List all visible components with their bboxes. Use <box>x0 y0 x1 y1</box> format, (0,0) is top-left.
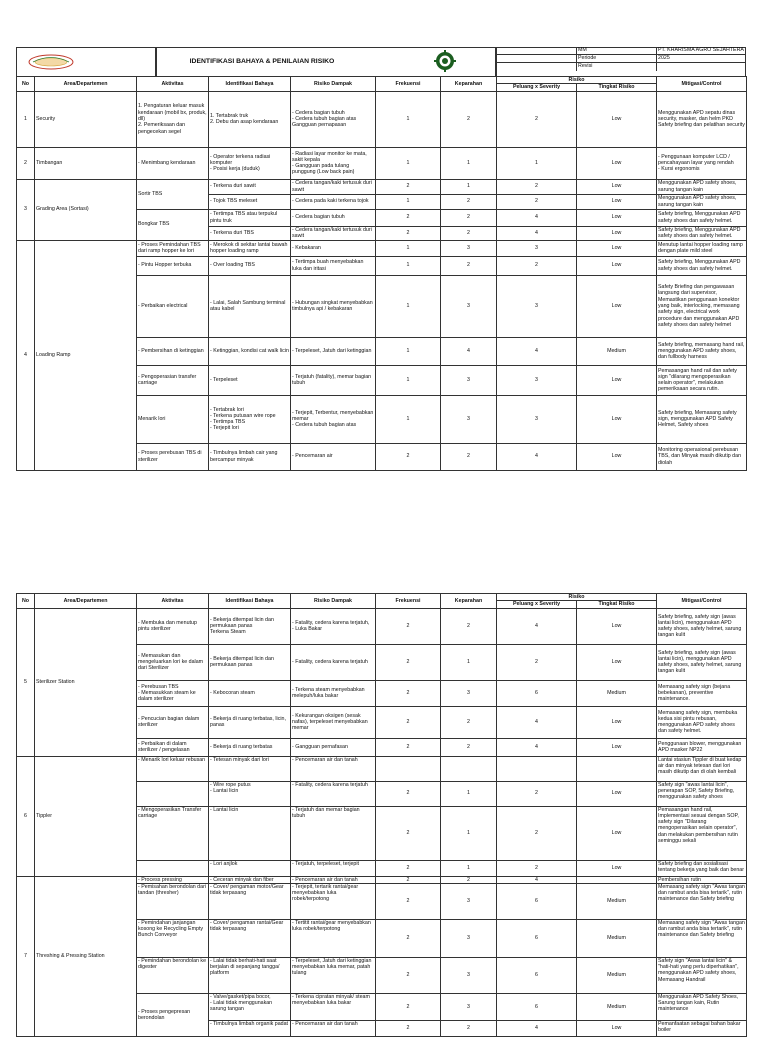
row-keparahan: 3 <box>441 395 497 443</box>
row-tingkat <box>577 876 657 883</box>
row-frekuensi: 1 <box>376 147 441 179</box>
row-tingkat: Low <box>577 209 657 226</box>
row-frekuensi: 2 <box>376 781 441 806</box>
row-aktivitas: - Mengoperasikan Transfer carriage <box>137 806 209 860</box>
meta-row-revisi <box>496 63 746 71</box>
row-peluang: 4 <box>497 226 577 240</box>
row-aktivitas: - Proses pengepresan berondolan <box>137 993 209 1036</box>
row-bahaya: - Over loading TBS <box>209 256 291 275</box>
row-tingkat: Medium <box>577 883 657 919</box>
row-risiko: - Tertitit rantai/gear menyebabkan luka robek/terpotong <box>291 919 376 957</box>
row-keparahan <box>441 756 497 781</box>
meta-row-mm <box>496 47 746 55</box>
row-bahaya: - Ceceran minyak dan fiber <box>209 876 291 883</box>
row-aktivitas: - Perbaikan di dalam sterilizer / pengelasan <box>137 738 209 756</box>
row-bahaya: 1. Tertabrak truk 2. Debu dan asap kendaraan <box>209 91 291 147</box>
row-tingkat: Medium <box>577 993 657 1020</box>
row-area: Grading Area (Sortasi) <box>35 179 137 240</box>
row-tingkat: Low <box>577 240 657 256</box>
row-bahaya: - Bekerja di ruang terbatas, licin, panas <box>209 706 291 738</box>
row-tingkat: Low <box>577 608 657 644</box>
row-tingkat: Low <box>577 781 657 806</box>
gear-logo-icon <box>434 50 456 72</box>
risk-table-1 <box>16 76 747 471</box>
row-no: 3 <box>17 179 35 240</box>
row-risiko: - Fatality, cedera karena terjatuh, - Luka Bakar <box>291 608 376 644</box>
row-aktivitas: - Pintu Hopper terbuka <box>137 256 209 275</box>
row-mitigasi: Safety sign "awas lantai licin", penerapan SOP, Safety Briefing, menggunakan safety shoes <box>657 781 747 806</box>
row-risiko: - Cedera bagian tubuh - Cedera tubuh bagian atas Gangguan pernapasan <box>291 91 376 147</box>
row-frekuensi: 2 <box>376 706 441 738</box>
row-aktivitas <box>137 860 209 876</box>
row-mitigasi: Menggunakan APD safety shoes, sarung tangan kain <box>657 179 747 194</box>
row-keparahan: 2 <box>441 226 497 240</box>
row-tingkat: Low <box>577 706 657 738</box>
row-bahaya: - Ketinggian, kondisi cat walk licin <box>209 337 291 365</box>
row-peluang: 2 <box>497 179 577 194</box>
row-peluang <box>497 756 577 781</box>
row-keparahan: 3 <box>441 957 497 993</box>
row-frekuensi: 2 <box>376 608 441 644</box>
row-bahaya: - Kebocoran steam <box>209 680 291 706</box>
row-keparahan: 3 <box>441 919 497 957</box>
row-bahaya: - Bekerja ditempat licin dan permukaan panas Terkena Steam <box>209 608 291 644</box>
row-risiko: - Terkena cipratan minyak/ steam menyebabkan luka bakar <box>291 993 376 1020</box>
row-tingkat: Medium <box>577 919 657 957</box>
row-bahaya: - Terkena duri TBS <box>209 226 291 240</box>
row-keparahan: 2 <box>441 443 497 470</box>
row-aktivitas: - Pencucian bagian dalam sterilizer <box>137 706 209 738</box>
table-row <box>17 179 747 194</box>
row-bahaya: - Tertabrak lori - Terkena putusan wire rope - Tertimpa TBS - Terjepit lori <box>209 395 291 443</box>
col-mitigasi: Mitigasi/Control <box>657 594 747 609</box>
row-tingkat: Medium <box>577 337 657 365</box>
row-risiko: - Radiasi layar monitor ke mata, sakit kepala - Gangguan pada tulang punggung (Low back pain) <box>291 147 376 179</box>
row-risiko: - Kebakaran <box>291 240 376 256</box>
row-aktivitas: - Perbaikan electrical <box>137 275 209 337</box>
col-aktivitas: Aktivitas <box>137 77 209 92</box>
row-tingkat: Low <box>577 365 657 395</box>
row-peluang: 3 <box>497 275 577 337</box>
row-frekuensi: 1 <box>376 91 441 147</box>
row-mitigasi: Memasang safety sign "Awas tangan dan rambut anda bisa tertarik", rutin maintenance dan Safety briefing <box>657 883 747 919</box>
row-keparahan: 2 <box>441 91 497 147</box>
row-area: Threshing & Pressing Station <box>35 876 137 1036</box>
row-frekuensi: 2 <box>376 806 441 860</box>
row-frekuensi <box>376 756 441 781</box>
row-keparahan: 1 <box>441 806 497 860</box>
meta-row-periode <box>496 55 746 63</box>
row-tingkat: Low <box>577 147 657 179</box>
row-peluang: 4 <box>497 876 577 883</box>
row-peluang: 2 <box>497 91 577 147</box>
row-peluang: 4 <box>497 209 577 226</box>
row-aktivitas: Sortir TBS <box>137 179 209 209</box>
row-keparahan: 2 <box>441 608 497 644</box>
row-bahaya: - Cover/ pengaman motor/Gear tidak terpasang <box>209 883 291 919</box>
row-no: 5 <box>17 608 35 756</box>
table-row <box>17 876 747 883</box>
row-bahaya: - Tetesan minyak dari lori <box>209 756 291 781</box>
row-aktivitas: - Pemindahan janjangan kosong ke Recycling Empty Bunch Conveyor <box>137 919 209 957</box>
row-bahaya: - Tertimpa TBS atau terpukul pintu truk <box>209 209 291 226</box>
row-risiko: - Cedera pada kaki terkena tojok <box>291 194 376 209</box>
row-bahaya: - Terkena duri sawit <box>209 179 291 194</box>
col-peluang: Peluang x Severity <box>497 601 577 608</box>
col-risiko: Risiko Dampak <box>291 77 376 92</box>
row-peluang: 4 <box>497 337 577 365</box>
row-keparahan: 1 <box>441 781 497 806</box>
row-mitigasi: Safety briefing, Menggunakan APD safety shoes dan safety helmet. <box>657 256 747 275</box>
row-peluang: 3 <box>497 240 577 256</box>
row-aktivitas: - Pengoperasian transfer carriage <box>137 365 209 395</box>
row-mitigasi: Monitoring operasional perebusan TBS, dan Minyak masih dikutip dan diolah <box>657 443 747 470</box>
row-tingkat: Low <box>577 806 657 860</box>
row-risiko: - Tertimpa buah menyebabkan luka dan iritasi <box>291 256 376 275</box>
row-risiko: - Pencemaran air dan tanah <box>291 756 376 781</box>
row-aktivitas: - Memasukan dan mengeluarkan lori ke dalam dari Sterilizer <box>137 644 209 680</box>
row-peluang: 3 <box>497 395 577 443</box>
row-risiko: - Terjatuh dan memar bagian tubuh <box>291 806 376 860</box>
row-mitigasi: Safety Briefing dan pengawasan langsung dari supervisor, Memastikan penggunaan konektor yang baik, interlocking, memasang safety sign, electrical work procedure dan menggunakan APD safety shoes dan safety helmet <box>657 275 747 337</box>
row-bahaya: - Lalai tidak berhati-hati saat berjalan di sepanjang tangga/ platform <box>209 957 291 993</box>
row-peluang: 4 <box>497 608 577 644</box>
col-no: No <box>17 77 35 92</box>
row-risiko: - Fatality, cedera karena terjatuh <box>291 644 376 680</box>
row-area: Sterilizer Station <box>35 608 137 756</box>
table-row <box>17 240 747 256</box>
row-keparahan: 3 <box>441 993 497 1020</box>
col-risk-group: Risiko <box>497 77 657 84</box>
col-tingkat: Tingkat Risiko <box>577 84 657 91</box>
row-no: 7 <box>17 876 35 1036</box>
row-aktivitas <box>137 781 209 806</box>
col-bahaya: Identifikasi Bahaya <box>209 594 291 609</box>
row-tingkat: Low <box>577 738 657 756</box>
row-peluang: 2 <box>497 781 577 806</box>
row-peluang: 2 <box>497 194 577 209</box>
row-risiko: - Cedera bagian tubuh <box>291 209 376 226</box>
row-tingkat: Low <box>577 179 657 194</box>
row-mitigasi: Safety sign "Awas lantai licin" & "hati-hati yang perlu diperhatikan", menggunakan APD safety shoes, Memasang Handrail <box>657 957 747 993</box>
row-bahaya: - Lori anjlok <box>209 860 291 876</box>
row-keparahan: 2 <box>441 256 497 275</box>
row-peluang: 2 <box>497 806 577 860</box>
row-risiko: - Pencemaran air dan tanah <box>291 1020 376 1036</box>
row-bahaya: - Wire rope putus - Lantai licin <box>209 781 291 806</box>
row-no: 4 <box>17 240 35 470</box>
row-tingkat: Low <box>577 644 657 680</box>
row-risiko: - Cedera tangan/kaki tertusuk duri sawit <box>291 226 376 240</box>
row-aktivitas: - Membuka dan menutup pintu sterilizer <box>137 608 209 644</box>
table-row <box>17 91 747 147</box>
row-frekuensi: 2 <box>376 179 441 194</box>
row-mitigasi: Pemasangan hand rail dan safety sign "dilarang mengoperasikan selain operator", melakukan pemeriksaan secara rutin. <box>657 365 747 395</box>
row-keparahan: 1 <box>441 860 497 876</box>
row-risiko: - Gangguan pernafasan <box>291 738 376 756</box>
meta-label: Revisi <box>578 63 593 69</box>
col-keparahan: Keparahan <box>441 77 497 92</box>
row-frekuensi: 1 <box>376 240 441 256</box>
row-aktivitas: - Menarik lori keluar rebusan <box>137 756 209 781</box>
row-risiko: - Terjepit, Terbentur, menyebabkan memar - Cedera tubuh bagian atas <box>291 395 376 443</box>
row-keparahan: 1 <box>441 179 497 194</box>
row-tingkat: Low <box>577 194 657 209</box>
row-frekuensi: 1 <box>376 395 441 443</box>
row-bahaya: - Terpeleset <box>209 365 291 395</box>
row-area: Security <box>35 91 137 147</box>
table-row <box>17 147 747 179</box>
row-keparahan: 3 <box>441 365 497 395</box>
row-risiko: - Terkena steam menyebabkan melepuh/luka bakar <box>291 680 376 706</box>
row-area: Loading Ramp <box>35 240 137 470</box>
row-risiko: - Terpeleset, Jatuh dari ketinggian <box>291 337 376 365</box>
row-mitigasi: Pemasangan hand rail, Implementasi sesuai dengan SOP, safety sign "Dilarang mengoperasikan selain operator", dan melakukan pembersihan rutin seminggu sekali <box>657 806 747 860</box>
col-keparahan: Keparahan <box>441 594 497 609</box>
row-mitigasi: Safety briefing dan sosialisasi tentang bekerja yang baik dan benar <box>657 860 747 876</box>
row-aktivitas: Bongkar TBS <box>137 209 209 240</box>
row-keparahan: 4 <box>441 337 497 365</box>
row-keparahan: 2 <box>441 194 497 209</box>
row-no: 1 <box>17 91 35 147</box>
row-mitigasi: Menggunakan APD Safety Shoes, Sarung tangan kain, Rutin maintenance <box>657 993 747 1020</box>
row-area: Timbangan <box>35 147 137 179</box>
row-peluang: 2 <box>497 256 577 275</box>
row-peluang: 6 <box>497 993 577 1020</box>
row-bahaya: - Lalai, Salah Sambung terminal atau kabel <box>209 275 291 337</box>
row-aktivitas: - Pemindahan berondolan ke digester <box>137 957 209 993</box>
row-bahaya: - Operator terkena radiasi komputer - Posisi kerja (duduk) <box>209 147 291 179</box>
row-frekuensi: 2 <box>376 226 441 240</box>
row-frekuensi: 2 <box>376 957 441 993</box>
row-tingkat: Medium <box>577 957 657 993</box>
row-bahaya: - Merokok di sekitar lantai bawah hopper loading ramp <box>209 240 291 256</box>
document-title: IDENTIFIKASI BAHAYA & PENILAIAN RISIKO <box>189 58 335 65</box>
row-aktivitas: - Pemisahan berondolan dari tandan (thresher) <box>137 883 209 919</box>
row-peluang: 2 <box>497 644 577 680</box>
row-bahaya: - Timbulnya limbah cair yang bercampur minyak <box>209 443 291 470</box>
row-frekuensi: 1 <box>376 256 441 275</box>
row-tingkat: Low <box>577 256 657 275</box>
row-frekuensi: 2 <box>376 680 441 706</box>
meta-label: MM <box>578 47 587 53</box>
row-frekuensi: 2 <box>376 644 441 680</box>
row-area: Tippler <box>35 756 137 876</box>
row-frekuensi: 2 <box>376 883 441 919</box>
row-risiko: - Hubungan singkat menyebabkan timbulnya api / kebakaran <box>291 275 376 337</box>
row-keparahan: 2 <box>441 706 497 738</box>
row-peluang: 6 <box>497 919 577 957</box>
col-risk-group: Risiko <box>497 594 657 601</box>
row-aktivitas: Menarik lori <box>137 395 209 443</box>
row-mitigasi: Safety briefing, memasang hand rail, menggunakan APD safety shoes, dan fullbody harness <box>657 337 747 365</box>
row-aktivitas: 1. Pengaturan keluar masuk kendaraan (mobil bx, produk, dll) 2. Pemeriksaan dan pengecekan segel <box>137 91 209 147</box>
row-frekuensi: 2 <box>376 443 441 470</box>
row-aktivitas: - Perebusan TBS - Memasukkan steam ke dalam sterilizer <box>137 680 209 706</box>
col-frekuensi: Frekuensi <box>376 77 441 92</box>
row-peluang: 6 <box>497 957 577 993</box>
row-mitigasi: - Penggunaan komputer LCD / pencahayaan layar yang rendah - Kursi ergonomis <box>657 147 747 179</box>
row-risiko: - Terjepit, tertarik rantai/gear menyebabkan luka robek/terpotong <box>291 883 376 919</box>
row-mitigasi: Safety briefing, Menggunakan APD safety shoes dan safety helmet. <box>657 226 747 240</box>
row-frekuensi: 1 <box>376 275 441 337</box>
row-mitigasi: Menggunakan APD sepatu dinas security, masker, dan helm PKD Safety briefing dan pelatihan security <box>657 91 747 147</box>
col-area: Area/Departemen <box>35 77 137 92</box>
row-mitigasi: Safety briefing, safety sign (awas lantai licin), menggunakan APD safety shoes, safety helmet, sarung tangan kulit <box>657 608 747 644</box>
row-risiko: - Terjatuh (fatality), memar bagian tubuh <box>291 365 376 395</box>
row-bahaya: - Lantai licin <box>209 806 291 860</box>
row-peluang: 4 <box>497 443 577 470</box>
col-mitigasi: Mitigasi/Control <box>657 77 747 92</box>
col-aktivitas: Aktivitas <box>137 594 209 609</box>
row-bahaya: - Bekerja ditempat licin dan permukaan panas <box>209 644 291 680</box>
table-row <box>17 756 747 781</box>
row-peluang: 6 <box>497 883 577 919</box>
row-risiko: - Terjatuh, terpeleset, terjepit <box>291 860 376 876</box>
row-bahaya: - Valve/gasket/pipa bocor, - Lalai tidak menggunakan sarung tangan <box>209 993 291 1020</box>
row-peluang: 3 <box>497 365 577 395</box>
row-tingkat: Low <box>577 395 657 443</box>
document-header <box>16 47 746 77</box>
row-mitigasi: Pembersihan rutin <box>657 876 747 883</box>
row-frekuensi: 2 <box>376 738 441 756</box>
row-keparahan: 3 <box>441 240 497 256</box>
row-tingkat: Medium <box>577 680 657 706</box>
row-mitigasi: Menutup lantai hopper loading ramp dengan plate mild steel <box>657 240 747 256</box>
row-no: 2 <box>17 147 35 179</box>
row-frekuensi: 2 <box>376 919 441 957</box>
row-no: 6 <box>17 756 35 876</box>
row-risiko: - Pencemaran air <box>291 443 376 470</box>
row-frekuensi: 1 <box>376 365 441 395</box>
row-risiko: - Pencemaran air dan tanah <box>291 876 376 883</box>
row-bahaya: - Tojok TBS meleset <box>209 194 291 209</box>
row-risiko: - Fatality, cedera karena terjatuh <box>291 781 376 806</box>
company-logo <box>27 53 75 71</box>
row-frekuensi: 2 <box>376 209 441 226</box>
row-tingkat <box>577 756 657 781</box>
row-mitigasi: Lantai stasiun Tippler di buat kedap air dan minyak tetesan dari lori masih dikutip dan di olah kembali <box>657 756 747 781</box>
row-peluang: 1 <box>497 147 577 179</box>
row-bahaya: - Timbulnya limbah organik padat <box>209 1020 291 1036</box>
row-mitigasi: Menggunakan APD safety shoes, sarung tangan kain <box>657 194 747 209</box>
meta-value: 2025 <box>658 55 670 61</box>
row-peluang: 4 <box>497 706 577 738</box>
row-risiko: - Terpeleset, Jatuh dari ketinggian menyebabkan luka memar, patah tulang <box>291 957 376 993</box>
row-keparahan: 3 <box>441 275 497 337</box>
col-bahaya: Identifikasi Bahaya <box>209 77 291 92</box>
row-mitigasi: Pemanfaatan sebagai bahan bakar boiler <box>657 1020 747 1036</box>
row-tingkat: Low <box>577 1020 657 1036</box>
risk-table-2 <box>16 593 747 1037</box>
row-tingkat: Low <box>577 860 657 876</box>
col-tingkat: Tingkat Risiko <box>577 601 657 608</box>
col-risiko: Risiko Dampak <box>291 594 376 609</box>
row-keparahan: 2 <box>441 209 497 226</box>
row-frekuensi: 2 <box>376 876 441 883</box>
row-risiko: - Kekurangan oksigen (sesak nafas), terpeleset menyebabkan memar <box>291 706 376 738</box>
row-mitigasi: Safety briefing, Menggunakan APD safety shoes dan safety helmet. <box>657 209 747 226</box>
row-aktivitas: - Process pressing <box>137 876 209 883</box>
row-mitigasi: Safety briefing, Memasang safety sign, menggunakan APD Safety Helmet, Safety shoes <box>657 395 747 443</box>
row-bahaya: - Bekerja di ruang terbatas <box>209 738 291 756</box>
meta-label: Periode <box>578 55 597 61</box>
row-keparahan: 2 <box>441 738 497 756</box>
row-keparahan: 1 <box>441 644 497 680</box>
row-keparahan: 2 <box>441 876 497 883</box>
row-keparahan: 3 <box>441 680 497 706</box>
row-frekuensi: 2 <box>376 860 441 876</box>
row-tingkat: Low <box>577 275 657 337</box>
col-peluang: Peluang x Severity <box>497 84 577 91</box>
col-no: No <box>17 594 35 609</box>
meta-value: PT. KHARISMA AGRO SEJAHTERA <box>658 47 744 53</box>
row-keparahan: 1 <box>441 147 497 179</box>
row-frekuensi: 1 <box>376 194 441 209</box>
row-tingkat: Low <box>577 226 657 240</box>
row-mitigasi: Memasang safety sign "Awas tangan dan rambut anda bisa tertarik", rutin maintenance dan Safety briefing <box>657 919 747 957</box>
row-frekuensi: 2 <box>376 993 441 1020</box>
row-aktivitas: - Menimbang kendaraan <box>137 147 209 179</box>
row-bahaya: - Cover/ pengaman rantai/Gear tidak terpasang <box>209 919 291 957</box>
row-aktivitas: - Pembersihan di ketinggian <box>137 337 209 365</box>
row-peluang: 4 <box>497 738 577 756</box>
row-peluang: 4 <box>497 1020 577 1036</box>
col-area: Area/Departemen <box>35 594 137 609</box>
row-frekuensi: 2 <box>376 1020 441 1036</box>
row-peluang: 6 <box>497 680 577 706</box>
row-keparahan: 3 <box>441 883 497 919</box>
row-tingkat: Low <box>577 91 657 147</box>
logo-cell <box>16 47 156 77</box>
row-tingkat: Low <box>577 443 657 470</box>
row-mitigasi: Safety briefing, safety sign (awas lantai licin), menggunakan APD safety shoes, safety helmet, sarung tangan kulit <box>657 644 747 680</box>
table-row <box>17 608 747 644</box>
row-keparahan: 2 <box>441 1020 497 1036</box>
row-mitigasi: Memasang safety sign, membuka kedua sisi pintu rebusan, menggunakan APD safety shoes dan safety helmet. <box>657 706 747 738</box>
row-peluang: 2 <box>497 860 577 876</box>
row-risiko: - Cedera tangan/kaki tertusuk duri sawit <box>291 179 376 194</box>
row-mitigasi: Memasang safety sign (bejana bebekanan), preventive maintenance. <box>657 680 747 706</box>
row-frekuensi: 1 <box>376 337 441 365</box>
row-mitigasi: Penggunaan blower, menggunakan APD masker NP22 <box>657 738 747 756</box>
col-frekuensi: Frekuensi <box>376 594 441 609</box>
row-aktivitas: - Proses perebusan TBS di sterilizer <box>137 443 209 470</box>
row-aktivitas: - Proses Pemindahan TBS dari ramp hopper ke lori <box>137 240 209 256</box>
